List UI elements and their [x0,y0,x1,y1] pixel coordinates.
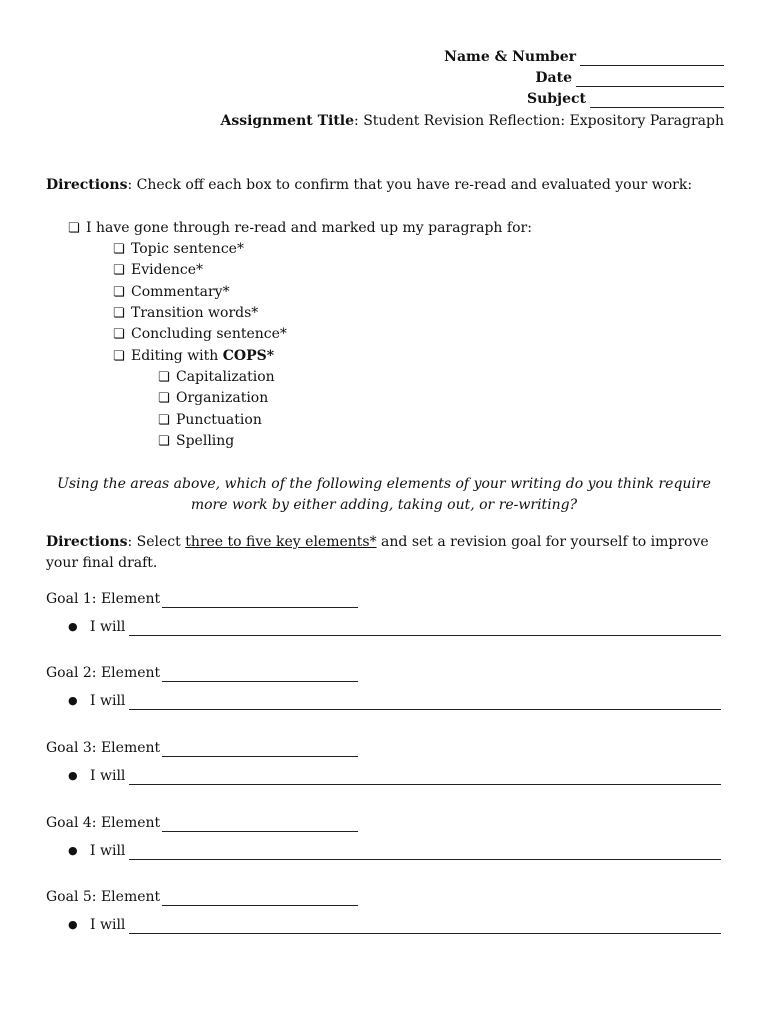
cops-item-organization [158,389,268,408]
goal-3-will-row [68,767,721,785]
goal-2-element-field[interactable] [162,667,358,682]
goal-1-will-row [68,618,721,636]
goal-4-element-field[interactable] [162,817,358,832]
bullet-icon: ● [68,620,78,633]
directions-label: Directions [46,534,128,550]
checkbox-icon[interactable]: ❏ [113,349,125,364]
directions-label: Directions [46,177,128,193]
goal-5-row [46,888,358,906]
cops-item-label: Spelling [176,433,235,449]
checklist-item-label: Commentary* [131,284,230,300]
will-label: I will [90,843,126,859]
checklist-editing-label: Editing with [131,348,223,364]
reflection-question: Using the areas above, which of the following elements of your writing do you think require more work by either adding, taking out, or re-writing? [57,476,711,513]
subject-row [527,90,724,108]
checkbox-icon[interactable]: ❏ [113,327,125,342]
checklist-main-item [68,219,532,238]
checklist-item-evidence [113,261,203,280]
checklist-item-label: Transition words* [131,305,259,321]
cops-item-capitalization [158,368,275,387]
goal-4-will-field[interactable] [129,845,721,860]
date-field[interactable] [576,72,724,87]
cops-item-label: Organization [176,390,269,406]
directions-text-before: : Select [127,534,186,550]
will-label: I will [90,917,126,933]
goal-2-will-field[interactable] [129,695,721,710]
cops-item-label: Capitalization [176,369,275,385]
goal-5-element-field[interactable] [162,891,358,906]
checkbox-icon[interactable]: ❏ [158,413,170,428]
goal-label: Goal 1: Element [46,591,161,607]
checkbox-icon[interactable]: ❏ [158,391,170,406]
checkbox-icon[interactable]: ❏ [113,263,125,278]
name-number-row [444,48,724,66]
goal-5-will-row [68,916,721,934]
will-label: I will [90,619,126,635]
checkbox-icon[interactable]: ❏ [113,285,125,300]
checkbox-icon[interactable]: ❏ [113,242,125,257]
bullet-icon: ● [68,769,78,782]
goal-1-will-field[interactable] [129,621,721,636]
bullet-icon: ● [68,844,78,857]
checkbox-icon[interactable]: ❏ [158,370,170,385]
goal-3-will-field[interactable] [129,770,721,785]
checklist-item-concluding [113,325,287,344]
subject-field[interactable] [590,93,724,108]
checklist-item-label: Evidence* [131,262,203,278]
goal-4-row [46,814,358,832]
subject-label: Subject [526,91,586,107]
goal-4-will-row [68,842,721,860]
goal-label: Goal 4: Element [46,815,161,831]
checklist-item-label: Topic sentence* [131,241,244,257]
checklist-item-commentary [113,283,230,302]
directions-goals [46,532,722,574]
goal-5-will-field[interactable] [129,919,721,934]
date-row [535,69,724,87]
checkbox-icon[interactable]: ❏ [68,221,80,236]
goal-3-element-field[interactable] [162,742,358,757]
cops-item-label: Punctuation [176,412,262,428]
date-label: Date [535,70,572,86]
assignment-title: : Student Revision Reflection: Expository Paragraph [354,113,724,129]
goal-2-row [46,664,358,682]
goal-label: Goal 2: Element [46,665,161,681]
directions-text-after: and set a revision goal for yourself to improve your final draft. [46,534,709,571]
goal-2-will-row [68,692,721,710]
checkbox-icon[interactable]: ❏ [113,306,125,321]
will-label: I will [90,768,126,784]
goal-label: Goal 5: Element [46,889,161,905]
goal-3-row [46,739,358,757]
goal-1-row [46,590,358,608]
goal-1-element-field[interactable] [162,593,358,608]
cops-item-spelling [158,432,234,451]
goal-label: Goal 3: Element [46,740,161,756]
checklist-main-label: I have gone through re-read and marked up my paragraph for: [86,220,532,236]
directions-underlined: three to five key elements* [185,534,377,550]
bullet-icon: ● [68,694,78,707]
name-number-label: Name & Number [444,49,576,65]
assignment-row [220,112,724,130]
directions-check [46,176,692,194]
assignment-label: Assignment Title [220,113,355,129]
bullet-icon: ● [68,918,78,931]
directions-text: : Check off each box to confirm that you have re-read and evaluated your work: [127,177,693,193]
cops-label: COPS* [222,348,275,364]
checkbox-icon[interactable]: ❏ [158,434,170,449]
will-label: I will [90,693,126,709]
name-number-field[interactable] [580,51,724,66]
checklist-item-label: Concluding sentence* [131,326,287,342]
checklist-item-editing [113,347,274,366]
checklist-item-transition [113,304,258,323]
checklist-item-topic [113,240,244,259]
cops-item-punctuation [158,411,262,430]
